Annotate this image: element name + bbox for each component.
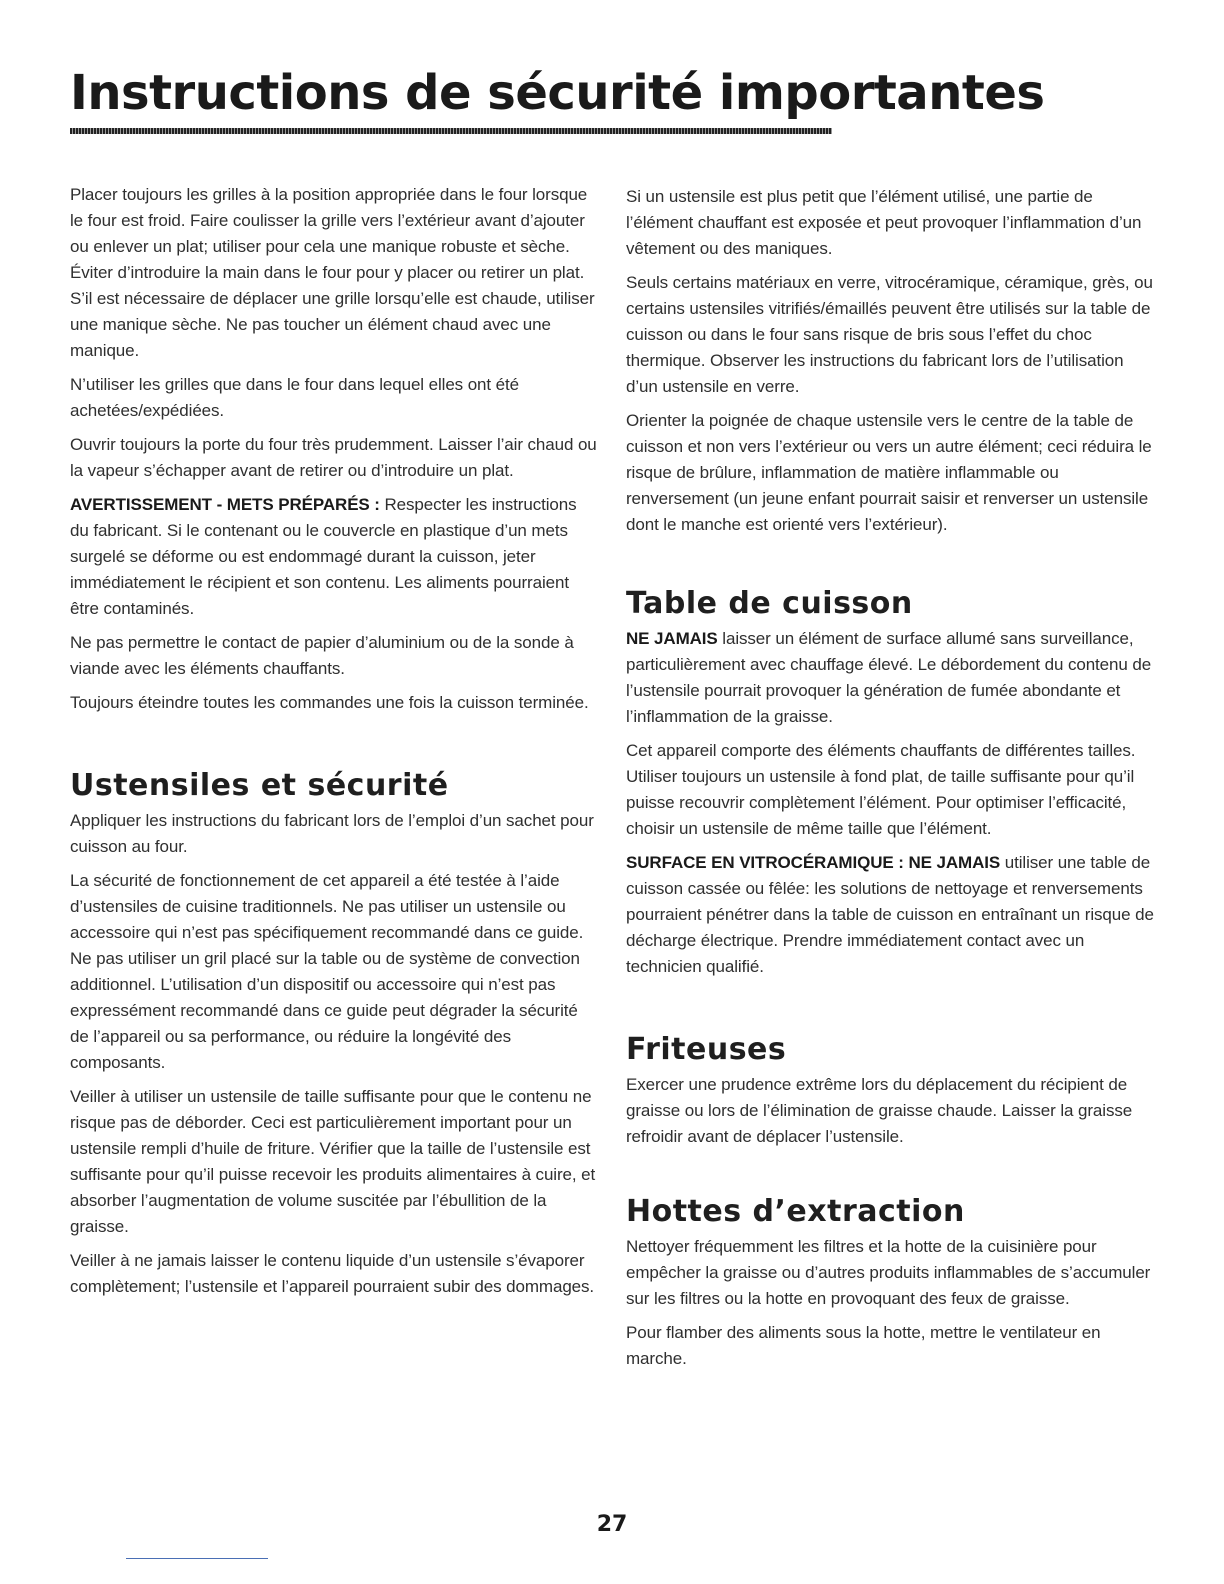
paragraph-grilles-position: Placer toujours les grilles à la position appropriée dans le four lorsque le four est froid. Faire coulisser la grille vers l’extérieur avant d’ajouter ou enlever un plat; utiliser pour cela une manique robuste et sèche. Éviter d’introduire la main dans le four pour y placer ou retirer un plat. S’il est nécessaire de déplacer une grille lorsqu’elle est chaude, utiliser une manique sèche. Ne pas toucher un élément chaud avec une manique. [70,185,595,360]
paragraph-flamber-aliments: Pour flamber des aliments sous la hotte, mettre le ventilateur en marche. [626,1323,1101,1368]
ne-jamais-text: laisser un élément de surface allumé sans surveillance, particulièrement avec chauffage élevé. Le débordement du contenu de l’ustensile pourrait provoquer la génération de fumée abondante et l’inflammation de la graisse. [626,629,1152,726]
paragraph-friteuses: Exercer une prudence extrême lors du déplacement du récipient de graisse ou lors de l’élimination de graisse chaude. Laisser la graisse refroidir avant de déplacer l’ustensile. [626,1075,1133,1146]
paragraph-nettoyer-filtres: Nettoyer fréquemment les filtres et la hotte de la cuisinière pour empêcher la graisse ou d’autres produits inflammables de s’accumuler sur les filtres ou la hotte en provoquant des feux de graisse. [626,1237,1151,1308]
paragraph-elements-tailles: Cet appareil comporte des éléments chauffants de différentes tailles. Utiliser toujours un ustensile à fond plat, de taille suffisante pour qu’il puisse recouvrir complètement l’élément. Pour optimiser l’efficacité, choisir un ustensile de même taille que l’élément. [626,741,1136,838]
paragraph-papier-aluminium: Ne pas permettre le contact de papier d’aluminium ou de la sonde à viande avec les éléments chauffants. [70,633,574,678]
avertissement-text: Respecter les instructions du fabricant. Si le contenant ou le couvercle en plastique d’un mets surgelé se déforme ou est endommagé durant la cuisson, jeter immédiatement le récipient et son contenu. Les aliments pourraient être contaminés. [70,495,577,618]
paragraph-porte-four: Ouvrir toujours la porte du four très prudemment. Laisser l’air chaud ou la vapeur s’échapper avant de retirer ou d’introduire un plat. [70,435,597,480]
paragraph-ustensile-petit: Si un ustensile est plus petit que l’élément utilisé, une partie de l’élément chauffant est exposée et peut provoquer l’inflammation d’un vêtement ou des maniques. [626,187,1142,258]
avertissement-lead: AVERTISSEMENT - METS PRÉPARÉS : [70,495,380,514]
title-underline-rule [70,128,832,134]
paragraph-eteindre-commandes: Toujours éteindre toutes les commandes une fois la cuisson terminée. [70,693,589,712]
right-column [626,184,1154,1380]
paragraph-avertissement [70,492,598,622]
paragraph-evaporation: Veiller à ne jamais laisser le contenu liquide d’un ustensile s’évaporer complètement; l’ustensile et l’appareil pourraient subir des dommages. [70,1251,595,1296]
ne-jamais-lead: NE JAMAIS [626,629,718,648]
paragraph-vitroceramique [626,850,1154,980]
paragraph-grilles-usage: N’utiliser les grilles que dans le four dans lequel elles ont été achetées/expédiées. [70,375,519,420]
paragraph-taille-ustensile: Veiller à utiliser un ustensile de taille suffisante pour que le contenu ne risque pas de déborder. Ceci est particulièrement important pour un ustensile rempli d’huile de friture. Vérifier que la taille de l’ustensile est suffisante pour qu’il puisse recevoir les produits alimentaires à cuire, et absorber l’augmentation de volume suscitée par l’ébullition de la graisse. [70,1087,596,1236]
section-heading-friteuses: Friteuses [626,1032,787,1067]
left-column [70,182,598,1308]
page-number: 27 [596,1512,628,1537]
page-title: Instructions de sécurité importantes [70,65,1045,121]
section-heading-ustensiles: Ustensiles et sécurité [70,768,449,803]
section-heading-hottes: Hottes d’extraction [626,1194,965,1229]
paragraph-sachet-cuisson: Appliquer les instructions du fabricant lors de l’emploi d’un sachet pour cuisson au four. [70,811,594,856]
paragraph-securite-fonctionnement: La sécurité de fonctionnement de cet appareil a été testée à l’aide d’ustensiles de cuisine traditionnels. Ne pas utiliser un ustensile ou accessoire qui n’est pas spécifiquement recommandé dans ce guide. Ne pas utiliser un gril placé sur la table ou de système de convection additionnel. L’utilisation d’un dispositif ou accessoire qui n’est pas expressément recommandé dans ce guide peut dégrader la sécurité de l’appareil ou sa performance, ou réduire la longévité des composants. [70,871,584,1072]
footer-rule [126,1558,268,1559]
paragraph-materiaux-verre: Seuls certains matériaux en verre, vitrocéramique, céramique, grès, ou certains ustensiles vitrifiés/émaillés peuvent être utilisés sur la table de cuisson ou dans le four sans risque de bris sous l’effet du choc thermique. Observer les instructions du fabricant lors de l’utilisation d’un ustensile en verre. [626,273,1153,396]
paragraph-ne-jamais-surveillance [626,626,1154,730]
paragraph-orienter-poignee: Orienter la poignée de chaque ustensile vers le centre de la table de cuisson et non vers l’extérieur ou vers un autre élément; ceci réduira le risque de brûlure, inflammation de matière inflammable ou renversement (un jeune enfant pourrait saisir et renverser un ustensile dont le manche est orienté vers l’extérieur). [626,411,1152,534]
vitroceramique-lead: SURFACE EN VITROCÉRAMIQUE : NE JAMAIS [626,853,1001,872]
section-heading-table-cuisson: Table de cuisson [626,586,913,621]
vitroceramique-text: utiliser une table de cuisson cassée ou fêlée: les solutions de nettoyage et renversements pourraient pénétrer dans la table de cuisson en entraînant un risque de décharge électrique. Prendre immédiatement contact avec un technicien qualifié. [626,853,1154,976]
